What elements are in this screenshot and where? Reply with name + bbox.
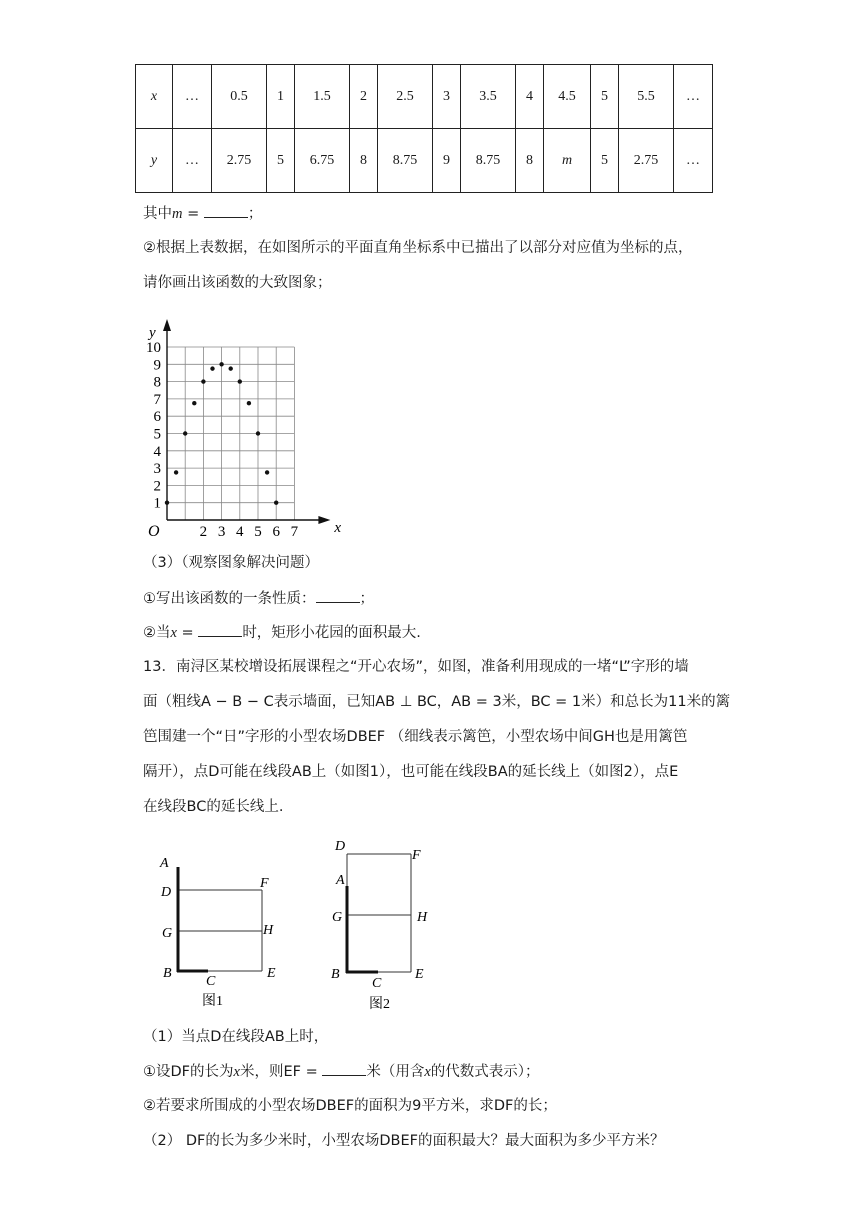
table-cell: 4.5 [544, 65, 591, 129]
row-label-x: x [136, 65, 173, 129]
line-13: ①设DF的长为x米，则EF = 米（用含x的代数式表示）； [143, 1061, 540, 1082]
line-4: （3）（观察图象解决问题） [143, 555, 319, 571]
label-h: H [263, 923, 274, 938]
label-b: B [163, 966, 172, 981]
table-cell: 1 [267, 65, 295, 129]
figure-2 [320, 832, 450, 1017]
data-point [256, 431, 260, 435]
table-cell: 1.5 [295, 65, 350, 129]
figure-1 [150, 845, 300, 1015]
y-tick-label: 5 [153, 426, 161, 443]
table-cell: … [674, 65, 713, 129]
label-g: G [332, 910, 343, 925]
table-cell: 8 [516, 129, 544, 193]
x-tick-label: 5 [254, 524, 262, 540]
value-table [135, 64, 713, 193]
table-cell: 8 [350, 129, 378, 193]
coordinate-graph [140, 300, 340, 545]
y-tick-label: 7 [153, 391, 161, 408]
label-d: D [335, 839, 346, 854]
table-row-y [136, 129, 713, 193]
figure-2-caption: 图2 [369, 997, 390, 1012]
table-cell: 6.75 [295, 129, 350, 193]
data-point [210, 366, 214, 370]
line-15: （2） DF的长为多少米时，小型农场DBEF的面积最大？最大面积为多少平方米？ [143, 1133, 665, 1149]
line-10: 隔开），点D可能在线段AB上（如图1），也可能在线段BA的延长线上（如图2），点E [143, 764, 679, 780]
data-point [219, 362, 223, 366]
x-tick-label: 3 [217, 524, 226, 540]
label-b: B [331, 967, 340, 982]
table-cell: 2.5 [378, 65, 433, 129]
y-tick-label: 8 [153, 374, 161, 391]
y-tick-label: 10 [146, 340, 161, 356]
y-tick-label: 9 [153, 357, 161, 374]
label-f: F [412, 848, 421, 863]
label-c: C [206, 974, 216, 989]
answer-blank [322, 1061, 366, 1076]
line-6: ②当x = 时，矩形小花园的面积最大. [143, 622, 421, 643]
line-9: 笆围建一个“日”字形的小型农场DBEF （细线表示篱笆，小型农场中间GH也是用篱笆 [143, 729, 688, 745]
y-tick-label: 4 [153, 443, 161, 460]
line-3: 请你画出该函数的大致图象； [143, 275, 332, 291]
label-e: E [415, 967, 424, 982]
data-point [165, 501, 169, 505]
label-f: F [260, 876, 269, 891]
table-cell: … [173, 65, 212, 129]
table-cell: … [674, 129, 713, 193]
row-label-y: y [136, 129, 173, 193]
line-m-answer: 其中m = ； [143, 203, 262, 224]
y-tick-label: 6 [153, 409, 161, 426]
table-cell: 8.75 [461, 129, 516, 193]
data-point [201, 379, 205, 383]
data-point [274, 501, 278, 505]
figure-1-caption: 图1 [202, 994, 223, 1009]
x-tick-label: 7 [290, 524, 299, 540]
answer-blank [204, 203, 248, 218]
data-point [247, 401, 251, 405]
data-point [265, 470, 269, 474]
x-tick-label: 4 [236, 524, 244, 540]
label-d: D [161, 885, 172, 900]
table-cell: 5.5 [619, 65, 674, 129]
line-2: ②根据上表数据，在如图所示的平面直角坐标系中已描出了以部分对应值为坐标的点， [143, 240, 693, 256]
y-axis-label: y [149, 325, 156, 341]
label-h: H [417, 910, 428, 925]
answer-blank [316, 588, 360, 603]
table-cell: 0.5 [212, 65, 267, 129]
table-cell: 2.75 [619, 129, 674, 193]
line-8: 面（粗线A − B − C表示墙面，已知AB ⊥ BC，AB = 3米，BC = 1米）和总长为11米的篱 [143, 694, 731, 710]
answer-blank [198, 622, 242, 637]
axes [147, 319, 341, 540]
line-12: （1）当点D在线段AB上时， [143, 1029, 329, 1045]
table-cell: 8.75 [378, 129, 433, 193]
table-cell-m: m [544, 129, 591, 193]
y-tick-label: 1 [153, 495, 161, 512]
line-14: ②若要求所围成的小型农场DBEF的面积为9平方米，求DF的长； [143, 1098, 557, 1114]
table-cell: 3 [433, 65, 461, 129]
x-tick-label: 6 [272, 524, 280, 540]
label-e: E [267, 966, 276, 981]
origin-label: O [148, 523, 160, 540]
y-tick-label: 3 [153, 461, 161, 478]
x-axis-label: x [334, 520, 342, 536]
table-cell: 2 [350, 65, 378, 129]
data-point [192, 401, 196, 405]
x-axis-arrow [318, 516, 330, 524]
label-c: C [372, 976, 382, 991]
line-11: 在线段BC的延长线上. [143, 799, 284, 815]
data-point [183, 431, 187, 435]
line-5: ①写出该函数的一条性质： ； [143, 588, 374, 609]
table-cell: 5 [267, 129, 295, 193]
table-cell: 9 [433, 129, 461, 193]
table-cell: 4 [516, 65, 544, 129]
y-tick-label: 2 [153, 478, 161, 495]
table-cell: 2.75 [212, 129, 267, 193]
table-cell: 5 [591, 65, 619, 129]
label-a: A [336, 873, 345, 888]
x-tick-label: 2 [199, 524, 208, 540]
data-point [174, 470, 178, 474]
label-a: A [160, 856, 169, 871]
line-7: 13．南浔区某校增设拓展课程之“开心农场”，如图，准备利用现成的一堵“L”字形的墙 [143, 659, 689, 675]
tick-labels [146, 340, 299, 540]
data-point [229, 366, 233, 370]
table-row-x [136, 65, 713, 129]
table-cell: … [173, 129, 212, 193]
table-cell: 5 [591, 129, 619, 193]
label-g: G [162, 926, 173, 941]
y-axis-arrow [163, 319, 171, 331]
data-point [238, 379, 242, 383]
table-cell: 3.5 [461, 65, 516, 129]
